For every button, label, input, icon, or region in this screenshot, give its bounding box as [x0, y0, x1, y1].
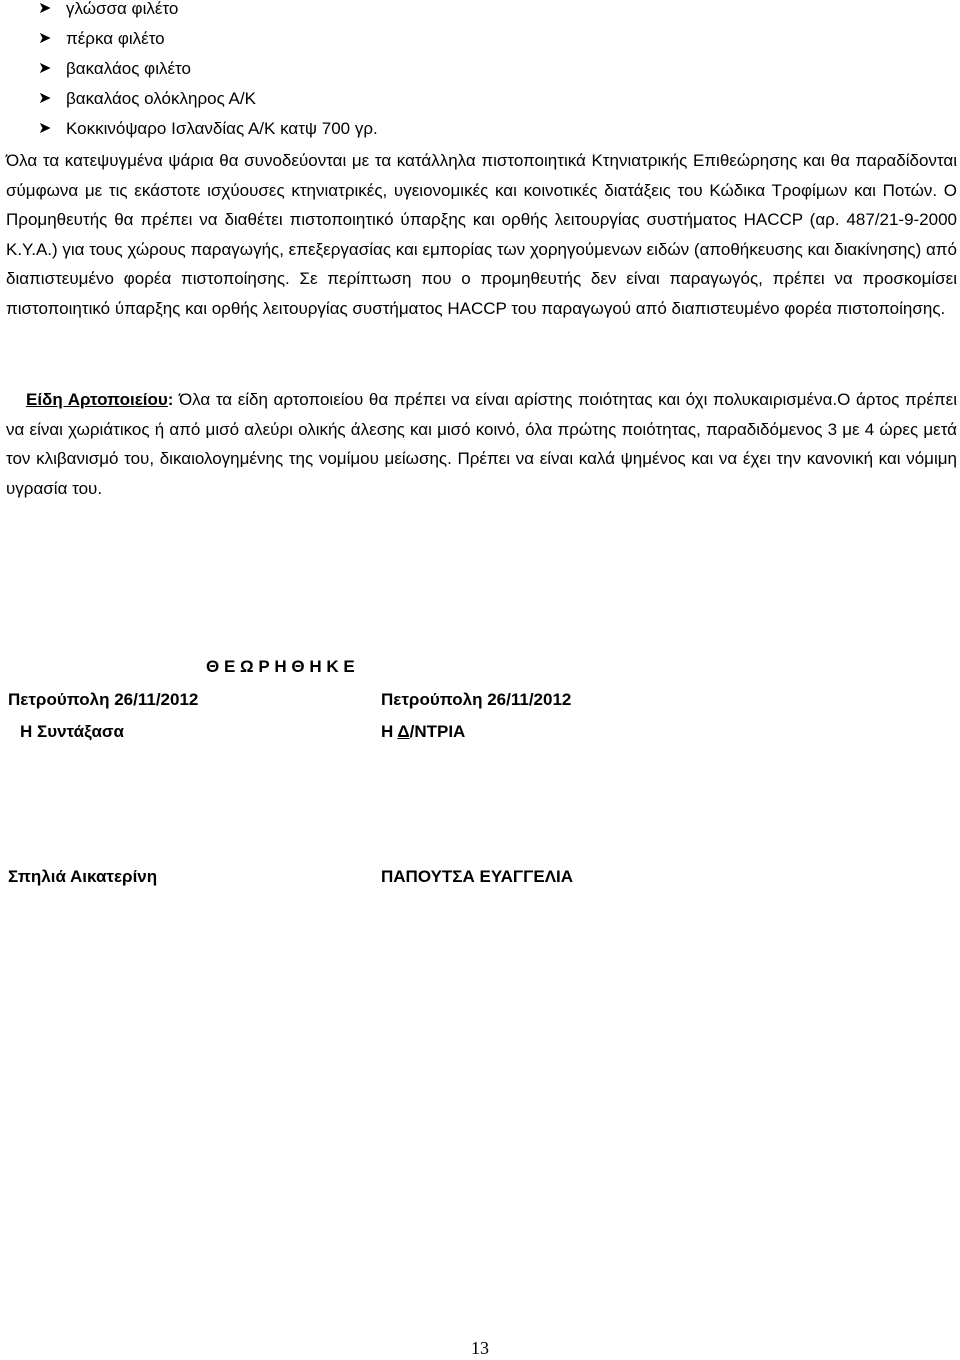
list-item [38, 88, 378, 118]
list-item-label: βακαλάος φιλέτο [66, 59, 191, 78]
paragraph-frozen-fish: Όλα τα κατεψυγμένα ψάρια θα συνοδεύονται με τα κατάλληλα πιστοποιητικά Κτηνιατρικής Επιθεώρησης και θα παραδίδονται σύμφωνα με τις εκάστοτε ισχύουσες κτηνιατρικές, υγειονομικές και κοινοτικές διατάξεις του Κώδικα Τροφίμων και Ποτών. Ο Προμηθευτής θα πρέπει να διαθέτει πιστοποιητικό ύπαρξης και ορθής λειτουργίας συστήματος HACCP (αρ. 487/21-9-2000 Κ.Υ.Α.) για τους χώρους παραγωγής, επεξεργασίας και εμπορίας των χορηγούμενων ειδών (αποθήκευσης και διακίνησης) από διαπιστευμένο φορέα πιστοποίησης. Σε περίπτωση που ο προμηθευτής δεν είναι παραγωγός, πρέπει να προσκομίσει πιστοποιητικό ύπαρξης και ορθής λειτουργίας συστήματος HACCP του παραγωγού από διαπιστευμένο φορέα πιστοποίησης. [6, 151, 957, 318]
paragraph-bakery [6, 385, 957, 503]
fish-list [38, 0, 378, 148]
arrowhead-bullet-icon: ➤ [38, 120, 52, 137]
right-signatory-name: ΠΑΠΟΥΤΣΑ ΕΥΑΓΓΕΛΙΑ [381, 867, 574, 886]
arrowhead-bullet-icon: ➤ [38, 0, 52, 17]
page-number: 13 [471, 1338, 489, 1358]
right-place-date: Πετρούπολη 26/11/2012 [381, 690, 572, 709]
list-item-label: βακαλάος ολόκληρος Α/Κ [66, 89, 256, 108]
right-role-suffix: /ΝΤΡΙΑ [409, 722, 466, 741]
right-role-prefix: Η [381, 722, 398, 741]
arrowhead-bullet-icon: ➤ [38, 60, 52, 77]
left-place-date: Πετρούπολη 26/11/2012 [8, 690, 199, 709]
left-signatory-role: Η Συντάξασα [20, 722, 125, 741]
bakery-title-colon: : [167, 390, 174, 409]
list-item-label: γλώσσα φιλέτο [66, 0, 179, 18]
list-item [38, 118, 378, 148]
list-item-label: πέρκα φιλέτο [66, 29, 165, 48]
bakery-text: Όλα τα είδη αρτοποιείου θα πρέπει να είναι αρίστης ποιότητας και όχι πολυκαιρισμένα.Ο άρτος πρέπει να είναι χωριάτικος ή από μισό αλεύρι ολικής άλεσης και μισό κοινό, όλα πρώτης ποιότητας, παραδιδόμενος 3 με 4 ώρες μετά τον κλιβανισμό του, δικαιολογημένης της νομίμου μείωσης. Πρέπει να είναι καλά ψημένος και να έχει την κανονική και νόμιμη υγρασία του. [6, 390, 957, 498]
bakery-section-title: Είδη Αρτοποιείου [26, 390, 168, 409]
arrowhead-bullet-icon: ➤ [38, 90, 52, 107]
list-item [38, 28, 378, 58]
list-item [38, 0, 378, 28]
right-role-underlined: Δ [397, 722, 410, 741]
arrowhead-bullet-icon: ➤ [38, 30, 52, 47]
right-signatory-role [381, 722, 465, 742]
left-signatory-name: Σπηλιά Αικατερίνη [8, 867, 158, 886]
list-item-label: Κοκκινόψαρο Ισλανδίας Α/Κ κατψ 700 γρ. [66, 119, 378, 138]
approved-heading: Θ Ε Ω Ρ Η Θ Η Κ Ε [206, 657, 355, 676]
list-item [38, 58, 378, 88]
